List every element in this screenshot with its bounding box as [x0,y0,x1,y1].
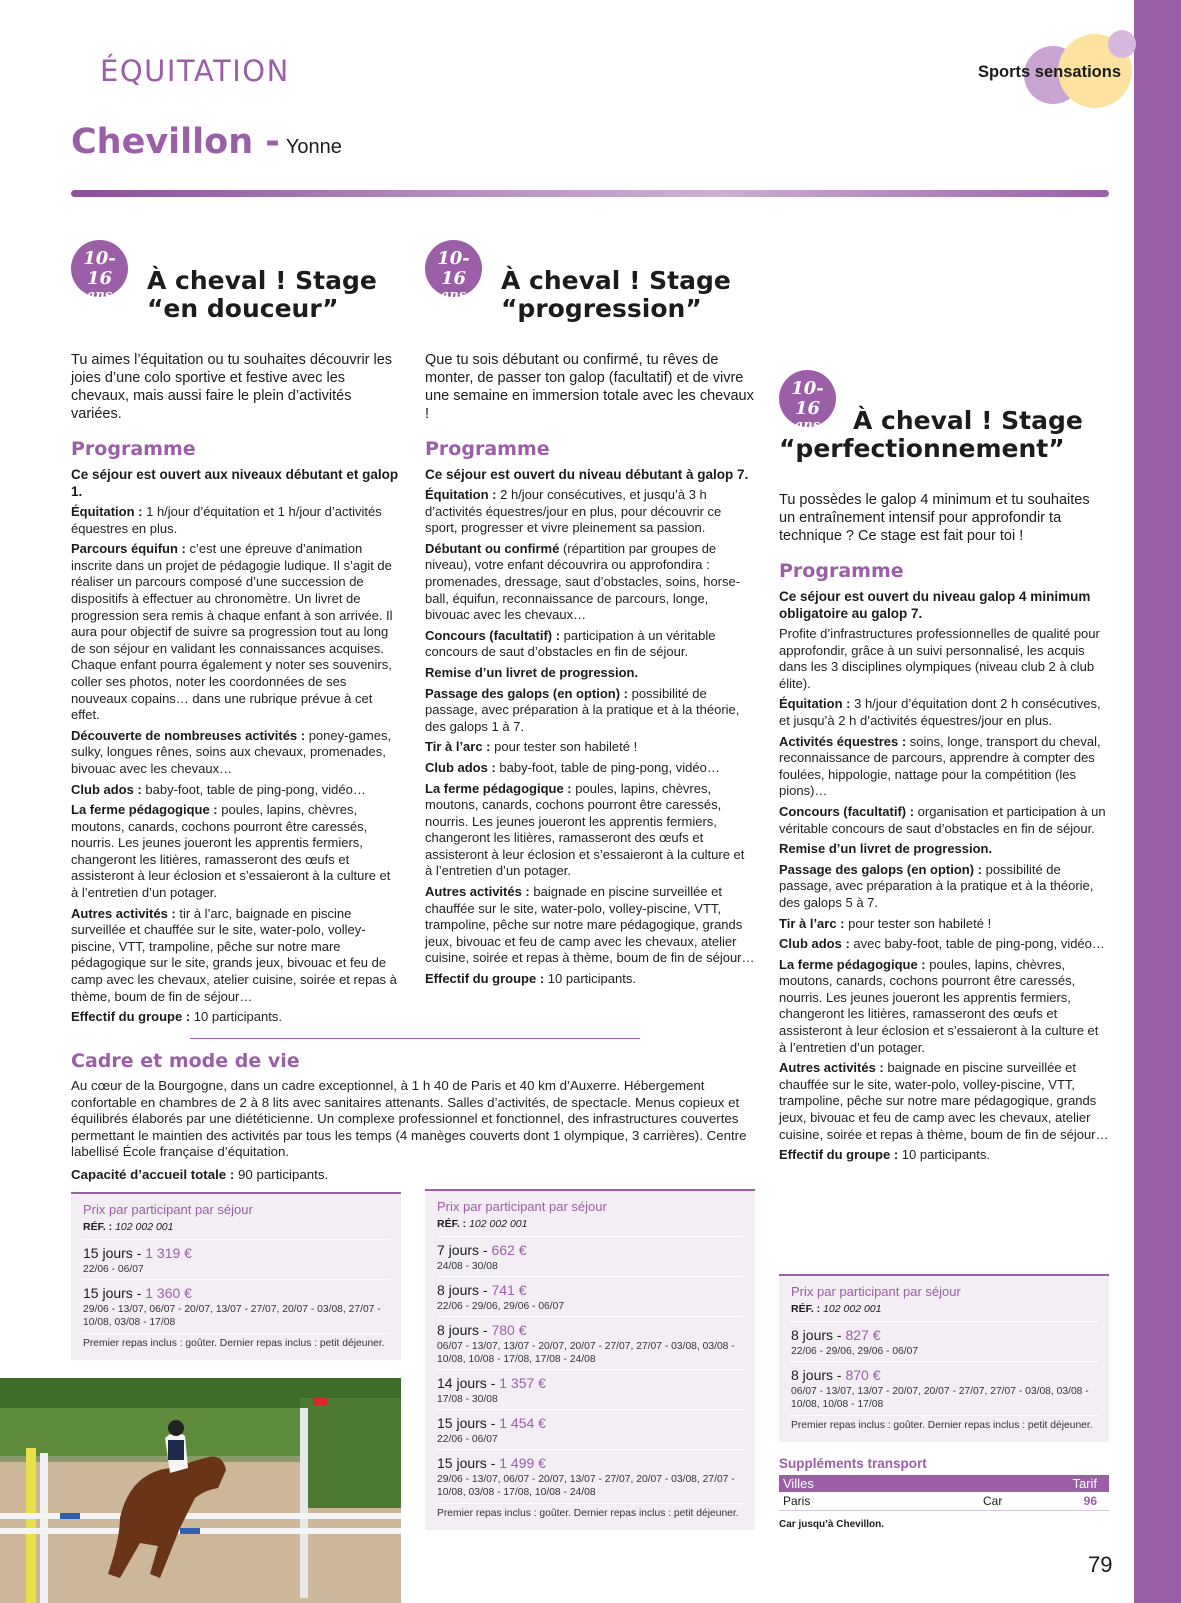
transport-supplements [779,1456,1109,1530]
programme-item: Club ados : baby-foot, table de ping-pong, vidéo… [425,759,720,775]
cadre-section [71,1050,771,1182]
location-title [71,122,342,162]
programme-heading: Programme [425,438,550,460]
price-row: 8 jours - 741 € 22/06 - 29/06, 29/06 - 06/07 [437,1276,743,1313]
programme-heading: Programme [71,438,196,460]
price-note: Premier repas inclus : goûter. Dernier repas inclus : petit déjeuner. [83,1333,389,1350]
price-row: 15 jours - 1 499 € 29/06 - 13/07, 06/07 - 20/07, 13/07 - 27/07, 20/07 - 03/08, 27/07 - 10/08, 03/08 - 17/08, 10/08 - 24/08 [437,1449,743,1499]
price-ref: RÉF. : 102 002 001 [437,1218,528,1230]
programme-item: Parcours équifun : c’est une épreuve d’animation inscrite dans un projet de pédagogie ludique. Il s’agit de réaliser un parcours composé d’une succession de dispositifs à effectuer au chronomètre. Un livret de progression sera remis à chaque enfant à son arrivée. Il aura pour objectif de suivre sa progression tout au long de son séjour en validant les connaissances acquises. Chaque enfant pourra également y noter ses souvenirs, coller ses photos, noter les coordonnées de ses nouveaux copains… dans une rubrique prévue à cet effet. [71,541,393,723]
programme-item: Remise d’un livret de progression. [779,841,993,857]
price-row: 15 jours - 1 360 € 29/06 - 13/07, 06/07 - 20/07, 13/07 - 27/07, 20/07 - 03/08, 27/07 - 10/08, 03/08 - 17/08 [83,1279,389,1329]
price-title: Prix par participant par séjour [791,1284,961,1299]
stage-title: À cheval ! Stage “perfectionnement” [779,406,1083,463]
cadre-text: Au cœur de la Bourgogne, dans un cadre exceptionnel, à 1 h 40 de Paris et 40 km d’Auxerre. Hébergement confortable en chambres de 2 à 8 lits avec sanitaires attenants. Salles d’activités, de spectacle. Menus copieux et équilibrés élaborés par une diététicienne. Un complexe professionnel et fonctionnel, des infrastructures couvertes permettant le maintien des activités par tous les temps (4 manèges couverts dont 1 olympique, 3 carrières). Centre labellisé École française d’équitation. [71,1078,747,1160]
programme-lead: Ce séjour est ouvert du niveau galop 4 minimum obligatoire au galop 7. [779,589,1091,621]
age-badge: 10-16 ans [425,240,482,297]
programme-item: Passage des galops (en option) : possibilité de passage, avec préparation à la pratique et à la théorie, des galops 1 à 7. [425,685,740,734]
capacity-line: Capacité d’accueil totale : 90 participants. [71,1166,329,1182]
price-box [425,1189,755,1530]
programme-list [71,504,401,1026]
stage-column-perfectionnement [779,370,1109,1168]
programme-item: Club ados : avec baby-foot, table de ping-pong, vidéo… [779,936,1105,952]
programme-item: Équitation : 3 h/jour d’équitation dont 2 h consécutives, et jusqu’à 2 h d’activités équestres/jour en plus. [779,696,1101,728]
programme-item: Profite d’infrastructures professionnelles de qualité pour approfondir, grâce à un suivi personnalisé, les acquis dans les 3 disciplines olympiques (niveau club 2 à club élite). [779,626,1100,691]
horse-jumping-photo [0,1378,401,1603]
price-box [779,1274,1109,1442]
cadre-heading: Cadre et mode de vie [71,1050,300,1072]
page-number: 79 [1088,1552,1113,1577]
age-badge: 10-16 ans [71,240,128,297]
programme-item: Tir à l’arc : pour tester son habileté ! [779,915,992,931]
transport-row: Paris Car 96 [779,1492,1109,1511]
page-sidebar-band [1134,0,1181,1603]
price-note: Premier repas inclus : goûter. Dernier repas inclus : petit déjeuner. [437,1503,743,1520]
programme-item: Effectif du groupe : 10 participants. [425,971,636,987]
programme-item: Tir à l’arc : pour tester son habileté ! [425,739,638,755]
programme-item: Passage des galops (en option) : possibilité de passage, avec préparation à la pratique et à la théorie, des galops 5 à 7. [779,861,1094,910]
programme-list [779,626,1109,1164]
section-title: ÉQUITATION [100,54,290,88]
programme-item: Autres activités : baignade en piscine surveillée et chauffée sur le site, water-polo, volley-piscine, VTT, trampoline, pêche sur notre mare pédagogique, grands jeux, bivouac et feu de camp avec les chevaux, atelier cuisine, soirée et repas à thème, boum de fin de séjour… [425,884,755,966]
programme-item: La ferme pédagogique : poules, lapins, chèvres, moutons, canards, cochons pourront être caressés, nourris. Les jeunes joueront les apprentis fermiers, changeront les litières, ramasseront des œufs et assisteront à leur éclosion et s’essaieront à la culture et à l’entretien d’un potager. [425,780,745,879]
transport-footnote: Car jusqu’à Chevillon. [779,1519,885,1530]
price-row: 15 jours - 1 319 € 22/06 - 06/07 [83,1239,389,1276]
cadre-divider [190,1038,640,1039]
stage-column-progression [425,240,755,992]
age-badge: 10-16 ans [779,370,836,427]
price-box [71,1192,401,1360]
programme-item: Débutant ou confirmé (répartition par groupes de niveau), votre enfant découvrira ou approfondira : promenades, dressage, saut d’obstacles, soins, horse-ball, équifun, reconnaissance de parcours, longe, bivouac avec les chevaux… [425,540,741,623]
price-title: Prix par participant par séjour [437,1199,607,1214]
sports-sensations-badge [977,30,1135,110]
stage-column-douceur [71,240,401,1030]
programme-item: La ferme pédagogique : poules, lapins, chèvres, moutons, canards, cochons pourront être caressés, nourris. Les jeunes joueront les apprentis fermiers, changeront les litières, ramasseront des œufs et assisteront à leur éclosion et s’essaieront à la culture et à l’entretien d’un potager. [71,802,391,901]
stage-title: À cheval ! Stage “progression” [501,266,731,323]
price-ref: RÉF. : 102 002 001 [791,1303,882,1315]
programme-item: Autres activités : baignade en piscine surveillée et chauffée sur le site, water-polo, volley-piscine, VTT, trampoline, pêche sur notre mare pédagogique, grands jeux, bivouac et feu de camp avec les chevaux, atelier cuisine, soirée et repas à thème, boum de fin de séjour… [779,1060,1109,1142]
programme-item: Équitation : 1 h/jour d’équitation et 1 h/jour d’activités équestres en plus. [71,504,382,536]
price-row: 8 jours - 780 € 06/07 - 13/07, 13/07 - 20/07, 20/07 - 27/07, 27/07 - 03/08, 03/08 - 10/08, 10/08 - 17/08, 17/08 - 24/08 [437,1316,743,1366]
price-title: Prix par participant par séjour [83,1202,253,1217]
programme-item: Remise d’un livret de progression. [425,664,639,680]
price-row: 8 jours - 827 € 22/06 - 29/06, 29/06 - 06/07 [791,1321,1097,1358]
stage-intro: Tu possèdes le galop 4 minimum et tu souhaites un entraînement intensif pour approfondir ta technique ? Ce stage est fait pour toi ! [779,492,1090,544]
programme-heading: Programme [779,560,904,582]
programme-item: Équitation : 2 h/jour consécutives, et jusqu’à 3 h d’activités équestres/jour en plus, pour découvrir ce sport, progresser et vivre pleinement sa passion. [425,487,722,536]
price-row: 8 jours - 870 € 06/07 - 13/07, 13/07 - 20/07, 20/07 - 27/07, 27/07 - 03/08, 03/08 - 10/08, 10/08 - 17/08 [791,1361,1097,1411]
transport-table-header: Villes Tarif [779,1475,1109,1492]
price-note: Premier repas inclus : goûter. Dernier repas inclus : petit déjeuner. [791,1415,1097,1432]
programme-item: Effectif du groupe : 10 participants. [779,1147,990,1163]
city-name: Chevillon - [71,122,280,162]
price-ref: RÉF. : 102 002 001 [83,1221,174,1233]
price-row: 14 jours - 1 357 € 17/08 - 30/08 [437,1369,743,1406]
programme-item: Effectif du groupe : 10 participants. [71,1009,282,1025]
transport-heading: Suppléments transport [779,1456,927,1471]
stage-intro: Tu aimes l’équitation ou tu souhaites découvrir les joies d’une colo sportive et festive avec les chevaux, mais aussi faire le plein d’activités variées. [71,352,393,422]
programme-item: Concours (facultatif) : organisation et participation à un véritable concours de saut d’obstacles en fin de séjour. [779,803,1106,836]
programme-item: Activités équestres : soins, longe, transport du cheval, reconnaissance de parcours, apprendre à compter des foulées, hippologie, nattage pour la compétition (les pions)… [779,733,1101,799]
badge-label: Sports sensations [977,63,1121,81]
stage-intro: Que tu sois débutant ou confirmé, tu rêves de monter, de passer ton galop (facultatif) et de vivre une semaine en immersion totale avec les chevaux ! [425,352,754,422]
programme-item: Concours (facultatif) : participation à un véritable concours de saut d’obstacles en fin de séjour. [425,627,716,660]
programme-lead: Ce séjour est ouvert aux niveaux débutant et galop 1. [71,467,399,499]
programme-item: Découverte de nombreuses activités : poney-games, sulky, longues rênes, soins aux chevaux, promenades, bivouac avec les chevaux… [71,727,392,776]
header-divider [71,190,1109,197]
programme-item: La ferme pédagogique : poules, lapins, chèvres, moutons, canards, cochons pourront être caressés, nourris. Les jeunes joueront les apprentis fermiers, changeront les litières, ramasseront des œufs et assisteront à leur éclosion et s’essaieront à la culture et à l’entretien d’un potager. [779,956,1099,1055]
department-name: Yonne [285,136,342,158]
programme-list [425,487,755,988]
programme-item: Autres activités : tir à l’arc, baignade en piscine surveillée et chauffée sur le site, water-polo, volley-piscine, VTT, trampoline, pêche sur notre mare pédagogique sur le site, grands jeux, bivouac et feu de camp avec les chevaux, atelier cuisine, soirée et repas à thème, boum de fin de séjour… [71,905,397,1004]
price-row: 15 jours - 1 454 € 22/06 - 06/07 [437,1409,743,1446]
programme-lead: Ce séjour est ouvert du niveau débutant à galop 7. [425,467,749,482]
programme-item: Club ados : baby-foot, table de ping-pong, vidéo… [71,781,366,797]
stage-title: À cheval ! Stage “en douceur” [147,266,377,323]
price-row: 7 jours - 662 € 24/08 - 30/08 [437,1236,743,1273]
